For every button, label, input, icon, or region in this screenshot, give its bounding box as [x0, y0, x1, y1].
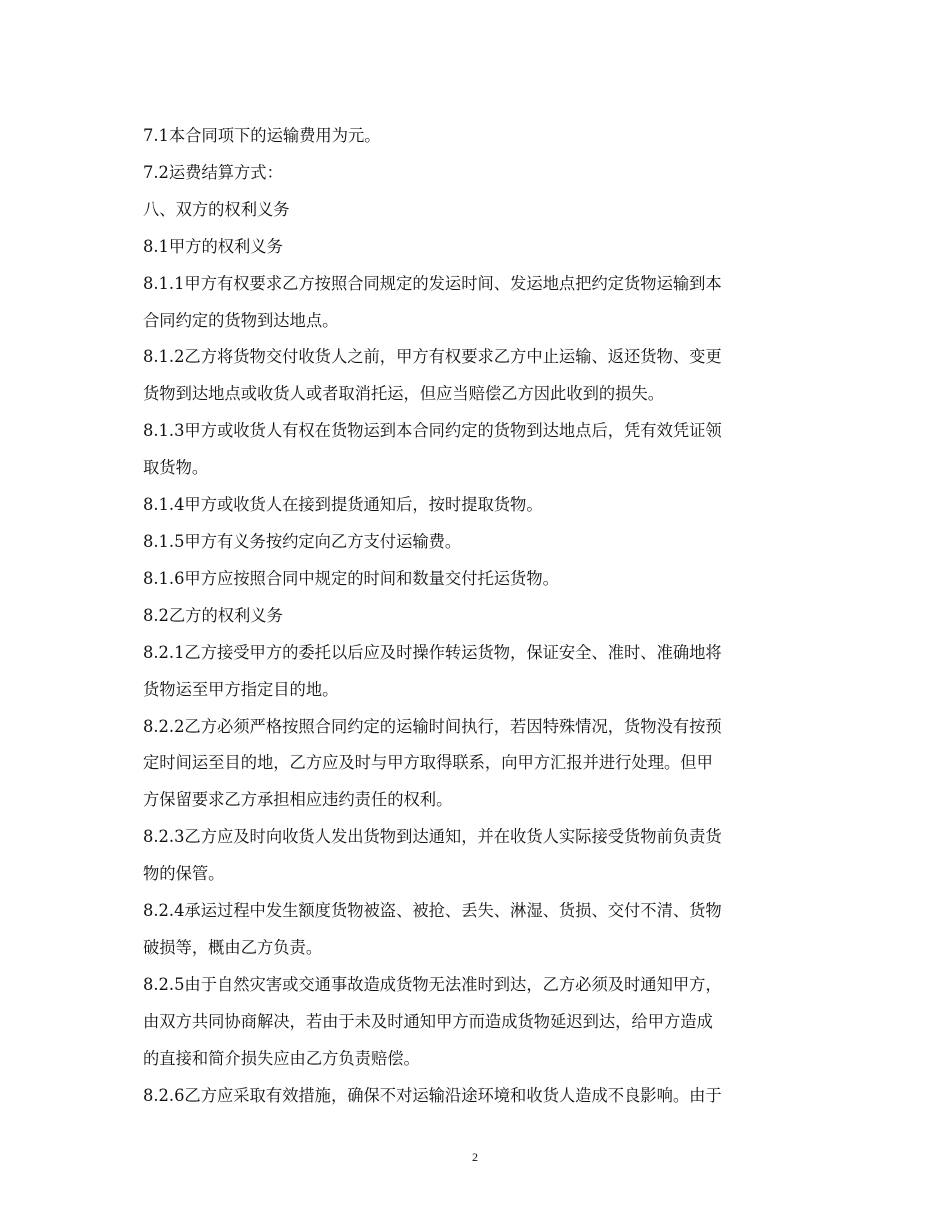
paragraph-line: 8.1甲方的权利义务 [143, 236, 283, 256]
paragraph-line: 物的保管。 [143, 864, 225, 884]
paragraph-line: 8.1.4甲方或收货人在接到提货通知后，按时提取货物。 [143, 495, 543, 515]
paragraph-line: 的直接和简介损失应由乙方负责赔偿。 [143, 1048, 420, 1068]
paragraph [143, 524, 813, 561]
paragraph-line: 8.2.2乙方必须严格按照合同约定的运输时间执行，若因特殊情况，货物没有按预 [143, 716, 722, 736]
paragraph-line: 8.2.4承运过程中发生额度货物被盗、被抢、丢失、淋湿、货损、交付不清、货物 [143, 901, 722, 921]
paragraph [143, 819, 813, 893]
paragraph-line: 8.1.5甲方有义务按约定向乙方支付运输费。 [143, 531, 462, 551]
paragraph-line: 7.2运费结算方式： [143, 162, 283, 182]
paragraph [143, 561, 813, 598]
paragraph [143, 413, 813, 487]
paragraph [143, 709, 813, 820]
paragraph-line: 方保留要求乙方承担相应违约责任的权利。 [143, 790, 453, 810]
paragraph-line: 8.2.1乙方接受甲方的委托以后应及时操作转运货物，保证安全、准时、准确地将 [143, 642, 722, 662]
paragraph [143, 1078, 813, 1115]
paragraph-line: 8.1.3甲方或收货人有权在货物运到本合同约定的货物到达地点后，凭有效凭证领 [143, 421, 722, 441]
page-number: 2 [472, 1150, 478, 1164]
paragraph [143, 487, 813, 524]
document-body [143, 118, 813, 1114]
paragraph-line: 8.2.5由于自然灾害或交通事故造成货物无法准时到达，乙方必须及时通知甲方， [143, 974, 722, 994]
paragraph-line: 合同约定的货物到达地点。 [143, 310, 339, 330]
paragraph-line: 8.2.6乙方应采取有效措施，确保不对运输沿途环境和收货人造成不良影响。由于 [143, 1085, 722, 1105]
paragraph-line: 8.1.6甲方应按照合同中规定的时间和数量交付托运货物。 [143, 568, 559, 588]
paragraph-line: 定时间运至目的地，乙方应及时与甲方取得联系，向甲方汇报并进行处理。但甲 [143, 753, 713, 773]
paragraph [143, 266, 813, 340]
paragraph-line: 8.2.3乙方应及时向收货人发出货物到达通知，并在收货人实际接受货物前负责货 [143, 827, 722, 847]
paragraph [143, 155, 813, 192]
paragraph-line: 7.1本合同项下的运输费用为元。 [143, 126, 381, 145]
paragraph [143, 118, 813, 155]
paragraph-line: 八、双方的权利义务 [143, 199, 290, 219]
paragraph-line: 由双方共同协商解决，若由于未及时通知甲方而造成货物延迟到达，给甲方造成 [143, 1011, 713, 1031]
paragraph-line: 取货物。 [143, 458, 209, 478]
paragraph-line: 破损等，概由乙方负责。 [143, 937, 323, 957]
paragraph [143, 598, 813, 635]
paragraph [143, 967, 813, 1078]
paragraph-line: 货物到达地点或收货人或者取消托运，但应当赔偿乙方因此收到的损失。 [143, 384, 665, 404]
paragraph-line: 8.1.1甲方有权要求乙方按照合同规定的发运时间、发运地点把约定货物运输到本 [143, 273, 722, 293]
paragraph [143, 192, 813, 229]
paragraph-line: 货物运至甲方指定目的地。 [143, 679, 339, 699]
paragraph [143, 635, 813, 709]
paragraph [143, 893, 813, 967]
paragraph [143, 229, 813, 266]
paragraph-line: 8.2乙方的权利义务 [143, 605, 283, 625]
paragraph-line: 8.1.2乙方将货物交付收货人之前，甲方有权要求乙方中止运输、返还货物、变更 [143, 347, 722, 367]
paragraph [143, 339, 813, 413]
